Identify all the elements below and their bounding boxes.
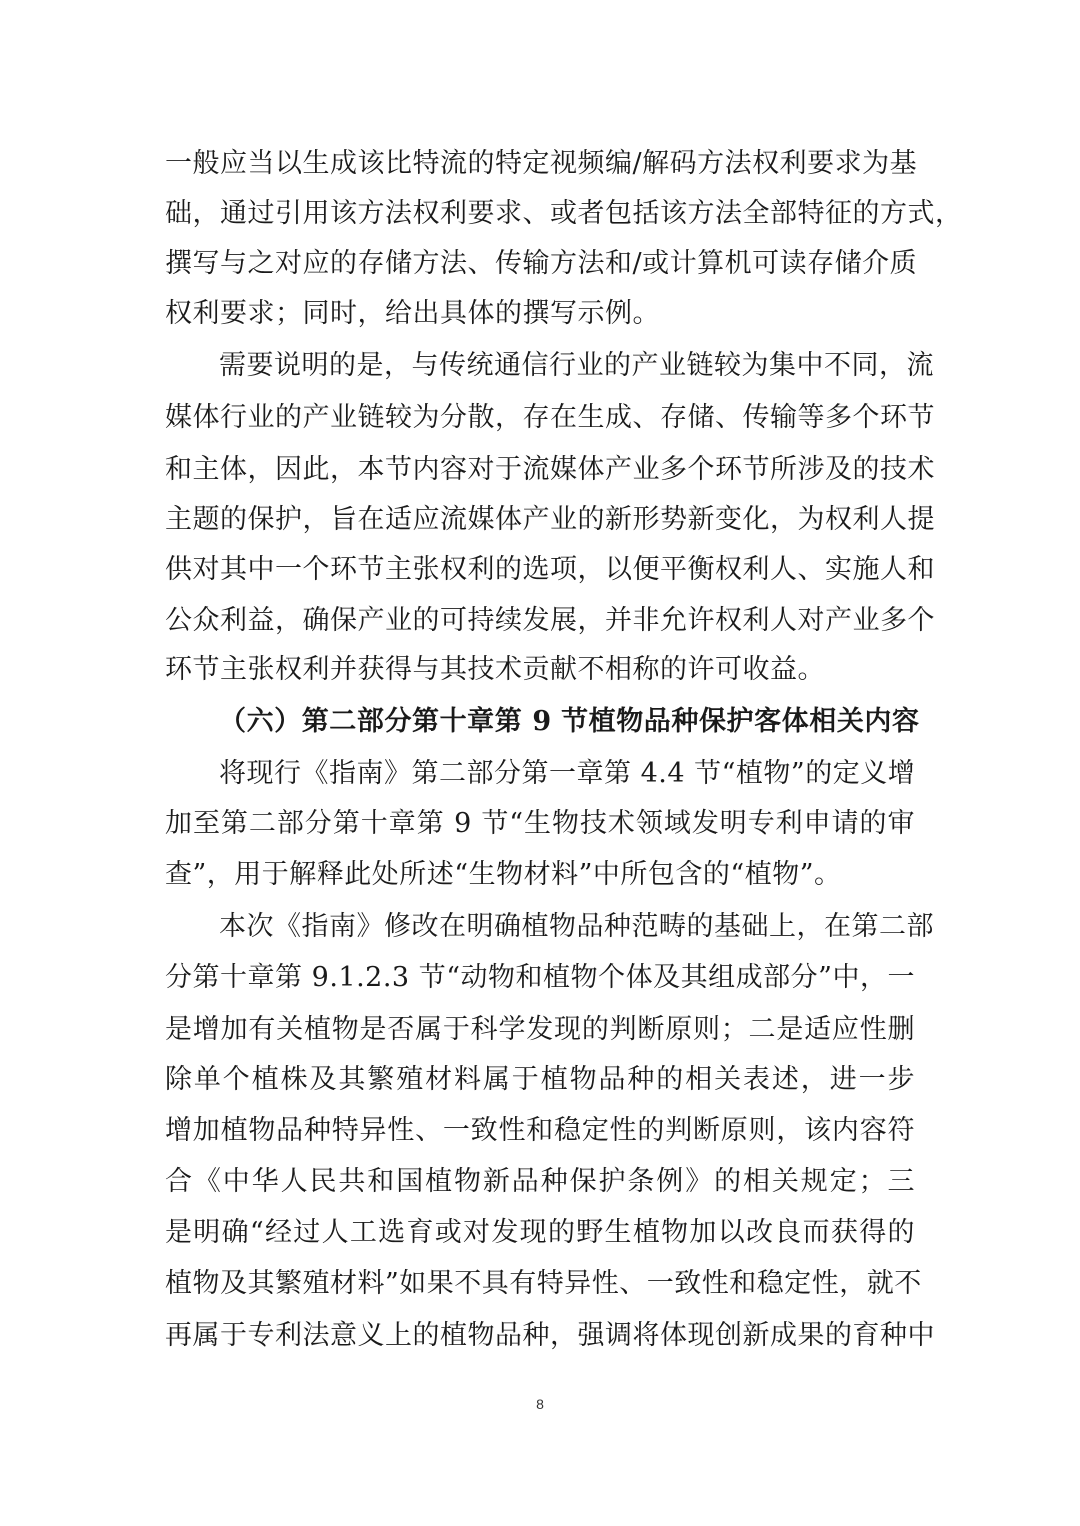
body-text-line: 权利要求；同时，给出具体的撰写示例。	[165, 298, 660, 329]
page-number: 8	[536, 1396, 544, 1412]
body-text-line: 加至第二部分第十章第 9 节“生物技术领域发明专利申请的审	[165, 808, 915, 839]
body-text-line: 供对其中一个环节主张权利的选项，以便平衡权利人、实施人和	[165, 554, 935, 585]
body-text-line: 除单个植株及其繁殖材料属于植物品种的相关表述，进一步	[165, 1064, 915, 1095]
body-text-line: 增加植物品种特异性、一致性和稳定性的判断原则，该内容符	[165, 1115, 915, 1146]
body-text-line: 分第十章第 9.1.2.3 节“动物和植物个体及其组成部分”中，一	[165, 962, 915, 993]
body-text-line: 公众利益，确保产业的可持续发展，并非允许权利人对产业多个	[165, 605, 935, 636]
body-text-line: 一般应当以生成该比特流的特定视频编/解码方法权利要求为基	[165, 148, 918, 179]
section-heading: （六）第二部分第十章第 9 节植物品种保护客体相关内容	[219, 706, 919, 737]
body-text-line: 合《中华人民共和国植物新品种保护条例》的相关规定；三	[165, 1166, 915, 1197]
body-text-line: 再属于专利法意义上的植物品种，强调将体现创新成果的育种中	[165, 1320, 935, 1351]
body-text-line: 是明确“经过人工选育或对发现的野生植物加以改良而获得的	[165, 1217, 915, 1248]
body-text-line: 是增加有关植物是否属于科学发现的判断原则；二是适应性删	[165, 1014, 915, 1045]
body-text-line: 本次《指南》修改在明确植物品种范畴的基础上，在第二部	[219, 911, 934, 942]
body-text-line: 环节主张权利并获得与其技术贡献不相称的许可收益。	[165, 654, 825, 685]
body-text-line: 需要说明的是，与传统通信行业的产业链较为集中不同，流	[219, 350, 934, 381]
body-text-line: 主题的保护，旨在适应流媒体产业的新形势新变化，为权利人提	[165, 504, 935, 535]
body-text-line: 植物及其繁殖材料”如果不具有特异性、一致性和稳定性，就不	[165, 1268, 922, 1299]
body-text-line: 媒体行业的产业链较为分散，存在生成、存储、传输等多个环节	[165, 402, 935, 433]
body-text-line: 将现行《指南》第二部分第一章第 4.4 节“植物”的定义增	[219, 758, 916, 789]
body-text-line: 和主体，因此，本节内容对于流媒体产业多个环节所涉及的技术	[165, 454, 935, 485]
body-text-line: 础，通过引用该方法权利要求、或者包括该方法全部特征的方式，	[165, 198, 963, 229]
body-text-line: 撰写与之对应的存储方法、传输方法和/或计算机可读存储介质	[165, 248, 918, 279]
body-text-line: 查”，用于解释此处所述“生物材料”中所包含的“植物”。	[165, 859, 842, 890]
